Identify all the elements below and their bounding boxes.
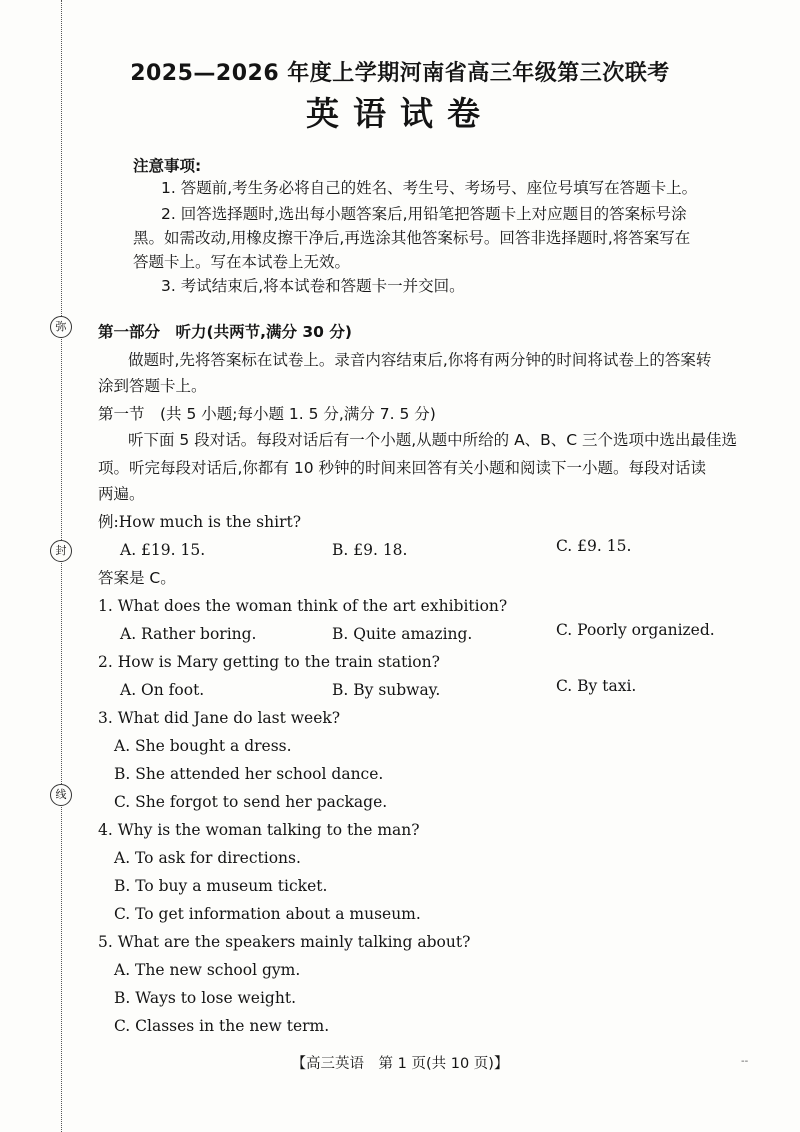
notice-line-5: 3. 考试结束后,将本试卷和答题卡一并交回。: [161, 277, 465, 295]
question-2-option-c: C. By taxi.: [556, 677, 637, 695]
question-4-option-b: B. To buy a museum ticket.: [114, 877, 328, 895]
part1-intro-1: 做题时,先将答案标在试卷上。录音内容结束后,你将有两分钟的时间将试卷上的答案转: [128, 351, 712, 369]
example-question: 例:How much is the shirt?: [98, 513, 302, 531]
question-1-option-b: B. Quite amazing.: [332, 625, 473, 643]
corner-mark: --: [741, 1056, 749, 1067]
question-3-option-c: C. She forgot to send her package.: [114, 793, 388, 811]
section1-instr-2: 项。听完每段对话后,你都有 10 秒钟的时间来回答有关小题和阅读下一小题。每段对话读: [98, 459, 707, 477]
question-1-option-a: A. Rather boring.: [120, 625, 257, 643]
binding-char-xian: 线: [50, 784, 72, 806]
notice-line-4: 答题卡上。写在本试卷上无效。: [133, 253, 351, 271]
question-1-option-c: C. Poorly organized.: [556, 621, 715, 639]
question-4-option-a: A. To ask for directions.: [114, 849, 301, 867]
example-answer: 答案是 C。: [98, 569, 176, 587]
example-option-c: C. £9. 15.: [556, 537, 632, 555]
question-4-option-c: C. To get information about a museum.: [114, 905, 421, 923]
question-5-option-a: A. The new school gym.: [114, 961, 301, 979]
notice-heading: 注意事项:: [133, 157, 202, 175]
question-3-option-b: B. She attended her school dance.: [114, 765, 384, 783]
question-1-stem: 1. What does the woman think of the art exhibition?: [98, 597, 508, 615]
section1-heading: 第一节 (共 5 小题;每小题 1. 5 分,满分 7. 5 分): [98, 405, 436, 423]
question-2-option-a: A. On foot.: [120, 681, 205, 699]
section1-instr-1: 听下面 5 段对话。每段对话后有一个小题,从题中所给的 A、B、C 三个选项中选出最佳选: [128, 431, 738, 449]
question-3-option-a: A. She bought a dress.: [114, 737, 292, 755]
part1-intro-2: 涂到答题卡上。: [98, 377, 207, 395]
question-4-stem: 4. Why is the woman talking to the man?: [98, 821, 420, 839]
exam-title: 2025—2026 年度上学期河南省高三年级第三次联考: [130, 61, 670, 86]
notice-line-1: 1. 答题前,考生务必将自己的姓名、考生号、考场号、座位号填写在答题卡上。: [161, 179, 698, 197]
question-3-stem: 3. What did Jane do last week?: [98, 709, 341, 727]
binding-line: [61, 0, 62, 1132]
binding-char-feng: 封: [50, 540, 72, 562]
question-5-stem: 5. What are the speakers mainly talking about?: [98, 933, 471, 951]
exam-subtitle: 英语试卷: [306, 94, 494, 133]
question-5-option-c: C. Classes in the new term.: [114, 1017, 330, 1035]
section1-instr-3: 两遍。: [98, 485, 145, 503]
part1-heading: 第一部分 听力(共两节,满分 30 分): [98, 323, 352, 341]
question-2-stem: 2. How is Mary getting to the train station?: [98, 653, 440, 671]
question-5-option-b: B. Ways to lose weight.: [114, 989, 296, 1007]
example-option-b: B. £9. 18.: [332, 541, 408, 559]
example-option-a: A. £19. 15.: [120, 541, 206, 559]
page-footer: 【高三英语 第 1 页(共 10 页)】: [291, 1056, 509, 1072]
question-2-option-b: B. By subway.: [332, 681, 441, 699]
notice-line-3: 黑。如需改动,用橡皮擦干净后,再选涂其他答案标号。回答非选择题时,将答案写在: [133, 229, 691, 247]
notice-line-2: 2. 回答选择题时,选出每小题答案后,用铅笔把答题卡上对应题目的答案标号涂: [161, 205, 687, 223]
binding-char-mi: 弥: [50, 316, 72, 338]
